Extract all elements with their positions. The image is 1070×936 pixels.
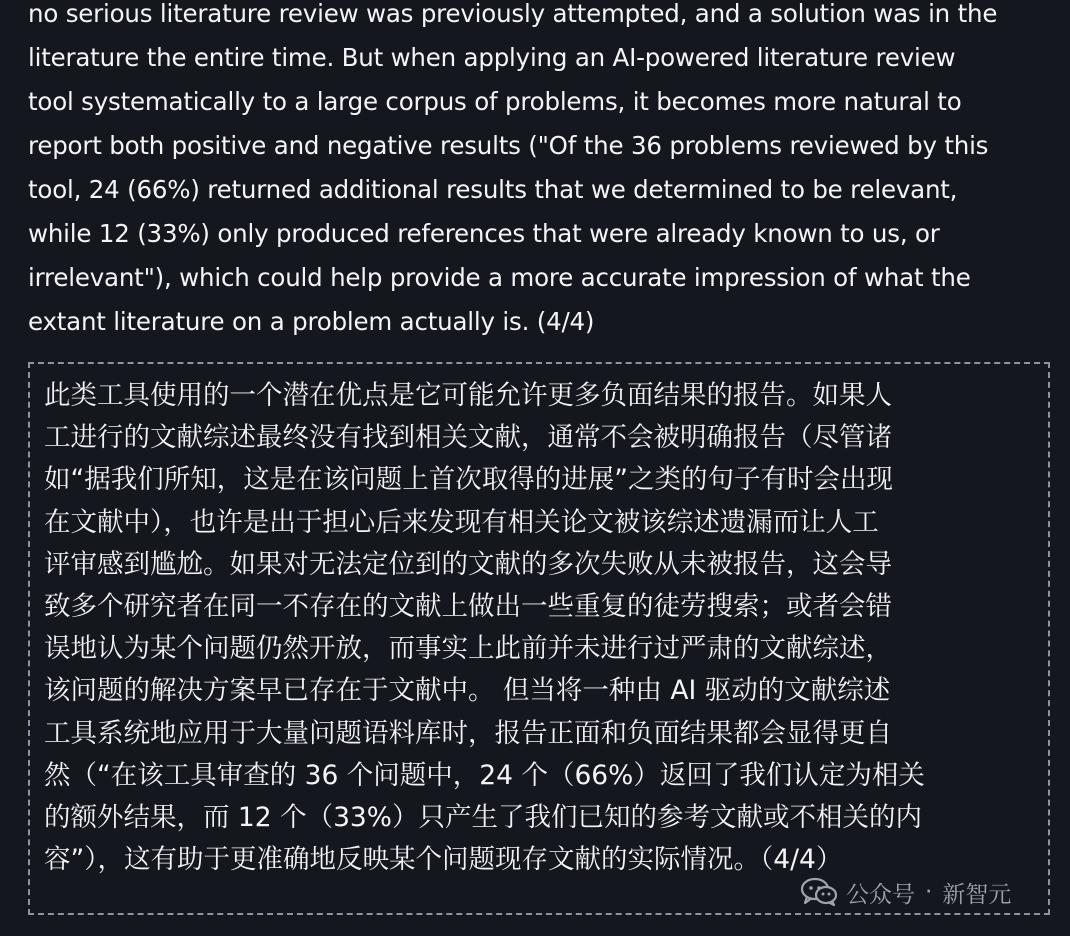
english-line: while 12 (33%) only produced references that were already known to us, or [28, 219, 940, 248]
english-line: extant literature on a problem actually is. (4/4) [28, 307, 595, 336]
english-line: no serious literature review was previously attempted, and a solution was in the [28, 0, 998, 28]
translation-box [28, 362, 1050, 915]
english-line: tool, 24 (66%) returned additional results that we determined to be relevant, [28, 175, 958, 204]
translation-line: 然（“在该工具审查的 36 个问题中，24 个（66%）返回了我们认定为相关 [44, 759, 925, 791]
wechat-watermark [800, 870, 1011, 914]
translation-line: 该问题的解决方案早已存在于文献中。 但当将一种由 AI 驱动的文献综述 [44, 675, 891, 707]
english-line: report both positive and negative results ("Of the 36 problems reviewed by this [28, 131, 989, 160]
translation-line: 的额外结果，而 12 个（33%）只产生了我们已知的参考文献或不相关的内 [44, 802, 922, 834]
translation-line: 如“据我们所知，这是在该问题上首次取得的进展”之类的句子有时会出现 [44, 464, 893, 496]
translation-line: 工具系统地应用于大量问题语料库时，报告正面和负面结果都会显得更自 [44, 717, 892, 749]
translation-line: 评审感到尴尬。如果对无法定位到的文献的多次失败从未被报告，这会导 [44, 548, 892, 580]
english-line: literature the entire time. But when applying an AI-powered literature review [28, 43, 956, 72]
translation-line: 误地认为某个问题仍然开放，而事实上此前并未进行过严肃的文献综述， [44, 633, 892, 665]
english-line: irrelevant"), which could help provide a more accurate impression of what the [28, 263, 971, 292]
chinese-translation [44, 375, 1044, 881]
translation-line: 容”），这有助于更准确地反映某个问题现存文献的实际情况。（4/4） [44, 844, 843, 876]
watermark-separator: · [925, 879, 933, 905]
translation-line: 致多个研究者在同一不存在的文献上做出一些重复的徒劳搜索；或者会错 [44, 591, 892, 623]
translation-line: 此类工具使用的一个潜在优点是它可能允许更多负面结果的报告。如果人 [44, 380, 892, 411]
translation-line: 工进行的文献综述最终没有找到相关文献，通常不会被明确报告（尽管诸 [44, 422, 892, 454]
english-paragraph [28, 0, 1038, 344]
wechat-icon [800, 877, 838, 907]
watermark-source-label: 公众号 [846, 881, 915, 908]
watermark-account-name: 新智元 [942, 881, 1012, 908]
translation-line: 在文献中），也许是出于担心后来发现有相关论文被该综述遗漏而让人工 [44, 506, 879, 538]
english-line: tool systematically to a large corpus of problems, it becomes more natural to [28, 87, 962, 116]
